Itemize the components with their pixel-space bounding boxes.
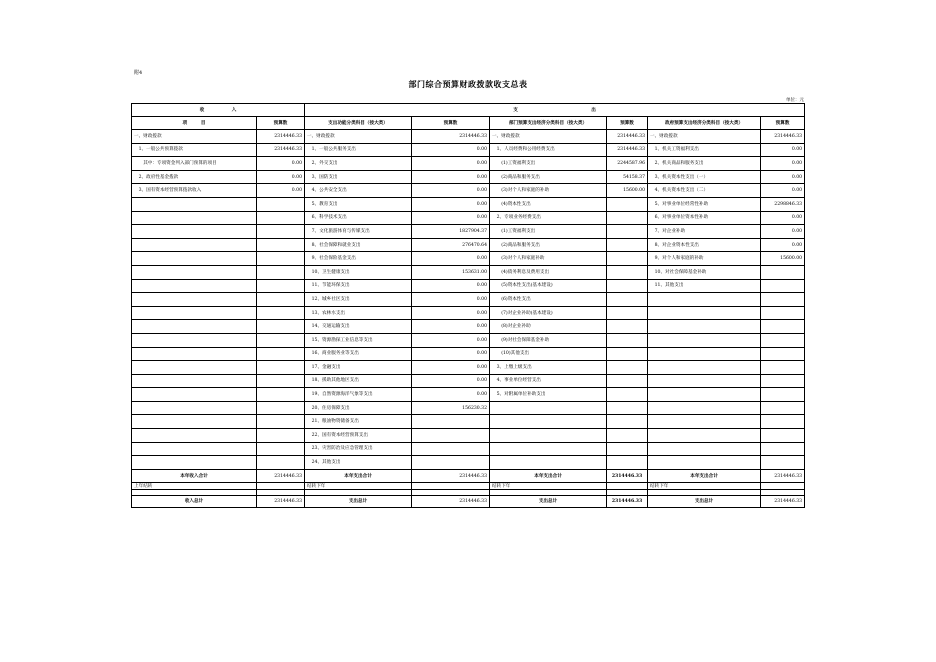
gov-item [648,347,761,361]
gov-item [648,306,761,320]
income-value [257,211,305,225]
func-item: 23、灾害防治及应急管理支出 [305,442,412,456]
gov-item: 4、机关资本性支出（二） [648,184,761,198]
income-value [257,197,305,211]
func-value: 156230.32 [412,401,490,415]
func-item: 2、外交支出 [305,157,412,171]
carry-next-label: 结转下年 [648,483,761,490]
dept-value: 54158.37 [607,170,648,184]
expense-total-value: 2314446.33 [761,496,805,508]
prev-balance-label: 上年结转 [132,483,257,490]
func-item: 8、社会保障和就业支出 [305,238,412,252]
income-item [132,388,257,402]
gov-value [761,456,805,470]
income-item [132,456,257,470]
dept-item: (6)资本性支出 [490,293,607,307]
func-item: 17、金融支出 [305,361,412,375]
dept-item: (1)工资福利支出 [490,225,607,239]
income-item: 1、一般公共预算拨款 [132,143,257,157]
income-value [257,401,305,415]
func-item: 21、粮油物资储备支出 [305,415,412,429]
gov-value [761,320,805,334]
dept-item: 1、人员经费和公用经费支出 [490,143,607,157]
expense-total-label: 支出总计 [490,496,607,508]
table-row [132,306,805,320]
expense-total-label: 支出总计 [648,496,761,508]
table-row [132,415,805,429]
dept-value: 2244587.96 [607,157,648,171]
income-item [132,415,257,429]
income-value: 0.00 [257,170,305,184]
func-value: 0.00 [412,347,490,361]
func-value: 0.00 [412,157,490,171]
income-item [132,361,257,375]
expense-total-label: 支出总计 [305,496,412,508]
gov-value: 15600.00 [761,252,805,266]
income-item [132,429,257,443]
func-value: 0.00 [412,388,490,402]
func-item: 12、城乡社区支出 [305,293,412,307]
gov-item [648,456,761,470]
unit-label: 单位：元 [786,98,804,103]
dept-item [490,429,607,443]
func-value: 0.00 [412,374,490,388]
income-item [132,442,257,456]
gov-item [648,429,761,443]
income-value [257,415,305,429]
income-value [257,388,305,402]
col-gov: 政府预算支出经济分类科目（按大类） [648,117,761,130]
income-item [132,374,257,388]
income-value: 2314446.33 [257,130,305,144]
gov-value: 0.00 [761,157,805,171]
expense-year-value: 2314446.33 [607,469,648,483]
func-value: 0.00 [412,306,490,320]
income-item [132,347,257,361]
income-value [257,456,305,470]
income-total-value: 2314446.33 [257,496,305,508]
year-total-row [132,469,805,483]
func-value: 0.00 [412,197,490,211]
income-item [132,225,257,239]
empty-cell [412,483,490,490]
func-value: 0.00 [412,143,490,157]
gov-item [648,320,761,334]
gov-value [761,429,805,443]
func-item: 22、国有资本经营预算支出 [305,429,412,443]
income-item [132,306,257,320]
income-year-value: 2314446.33 [257,469,305,483]
dept-value [607,401,648,415]
table-row [132,265,805,279]
income-item: 其中：专项资金列入部门预算的项目 [132,157,257,171]
page-title: 部门综合预算财政拨款收支总表 [408,79,528,89]
dept-value [607,456,648,470]
gov-item: 6、对事业单位资本性补助 [648,211,761,225]
gov-value [761,293,805,307]
dept-item [490,456,607,470]
income-item [132,197,257,211]
income-value [257,293,305,307]
income-item [132,238,257,252]
func-value [412,456,490,470]
dept-item: (2)商品和服务支出 [490,170,607,184]
col-budget: 预算数 [257,117,305,130]
gov-item: 10、对社会保障基金补助 [648,265,761,279]
expense-year-value: 2314446.33 [761,469,805,483]
income-total-label: 收入总计 [132,496,257,508]
dept-item: (3)对个人和家庭补助 [490,252,607,266]
gov-item [648,401,761,415]
table-row [132,456,805,470]
income-item [132,211,257,225]
dept-item: 一、财政拨款 [490,130,607,144]
income-item [132,401,257,415]
table-row [132,442,805,456]
dept-value: 2314446.33 [607,143,648,157]
table-row [132,184,805,198]
func-item: 24、其他支出 [305,456,412,470]
func-value: 0.00 [412,320,490,334]
expense-year-value: 2314446.33 [412,469,490,483]
gov-value: 2298846.33 [761,197,805,211]
table-row [132,211,805,225]
gov-item: 一、财政拨款 [648,130,761,144]
carry-next-label: 结转下年 [305,483,412,490]
gov-item: 11、其他支出 [648,279,761,293]
func-item: 11、节能环保支出 [305,279,412,293]
gov-value: 0.00 [761,184,805,198]
dept-item: 2、专项业务经费支出 [490,211,607,225]
table-row [132,170,805,184]
income-item [132,265,257,279]
table-row [132,333,805,347]
income-value [257,374,305,388]
gov-value: 0.00 [761,238,805,252]
func-value: 0.00 [412,361,490,375]
dept-item: 4、事业单位经营支出 [490,374,607,388]
col-item: 项 目 [132,117,257,130]
income-value [257,333,305,347]
income-item [132,333,257,347]
income-value [257,265,305,279]
income-value: 0.00 [257,157,305,171]
table-row [132,143,805,157]
func-item: 9、社会保险基金支出 [305,252,412,266]
func-item: 3、国防支出 [305,170,412,184]
table-row [132,293,805,307]
table-row [132,252,805,266]
gov-item [648,361,761,375]
gov-value: 0.00 [761,211,805,225]
dept-value [607,225,648,239]
income-value [257,320,305,334]
func-value: 153631.00 [412,265,490,279]
gov-value: 0.00 [761,170,805,184]
expense-total-value: 2314446.33 [412,496,490,508]
gov-item [648,333,761,347]
budget-table [131,103,805,508]
gov-value [761,361,805,375]
gov-value [761,388,805,402]
income-item: 2、政府性基金拨款 [132,170,257,184]
income-item: 一、财政拨款 [132,130,257,144]
expense-header: 支 出 [305,104,805,117]
func-item: 20、住房保障支出 [305,401,412,415]
func-value: 0.00 [412,170,490,184]
dept-value [607,320,648,334]
dept-value [607,197,648,211]
gov-value [761,265,805,279]
dept-item [490,415,607,429]
income-value [257,238,305,252]
income-value [257,361,305,375]
dept-value [607,361,648,375]
table-row [132,279,805,293]
func-item: 1、一般公共服务支出 [305,143,412,157]
gov-value [761,401,805,415]
dept-value [607,252,648,266]
income-item [132,293,257,307]
attachment-tag: 附4 [134,70,143,76]
col-func: 支出功能分类科目（按大类） [305,117,412,130]
dept-item: (1)工资福利支出 [490,157,607,171]
func-value: 276470.64 [412,238,490,252]
gov-value: 0.00 [761,143,805,157]
func-item: 14、交通运输支出 [305,320,412,334]
dept-value [607,347,648,361]
gov-value [761,347,805,361]
expense-year-label: 本年支出合计 [648,469,761,483]
func-item: 6、科学技术支出 [305,211,412,225]
dept-item: 3、上缴上级支出 [490,361,607,375]
gov-item: 7、对企业补助 [648,225,761,239]
gov-item [648,374,761,388]
gov-item [648,293,761,307]
dept-item [490,401,607,415]
dept-value [607,429,648,443]
dept-value [607,279,648,293]
table-row [132,374,805,388]
func-item: 15、资源勘探工业信息等支出 [305,333,412,347]
dept-item: (4)债务利息及费用支出 [490,265,607,279]
func-value: 1827904.37 [412,225,490,239]
dept-item: (3)对个人和家庭的补助 [490,184,607,198]
func-value: 0.00 [412,293,490,307]
dept-item: (4)资本性支出 [490,197,607,211]
func-item: 7、文化旅游体育与传媒支出 [305,225,412,239]
dept-item: (9)对社会保障基金补助 [490,333,607,347]
table-row [132,157,805,171]
empty-cell [607,483,648,490]
dept-value [607,333,648,347]
func-value: 0.00 [412,184,490,198]
expense-total-value: 2314446.33 [607,496,648,508]
table-row [132,347,805,361]
dept-item: (7)对企业补助(基本建设) [490,306,607,320]
gov-value [761,333,805,347]
dept-item: (2)商品和服务支出 [490,238,607,252]
func-value: 0.00 [412,333,490,347]
dept-value [607,211,648,225]
func-value: 0.00 [412,279,490,293]
func-item: 19、自然资源海洋气象等支出 [305,388,412,402]
dept-item [490,442,607,456]
gov-item: 8、对企业资本性支出 [648,238,761,252]
expense-year-label: 本年支出合计 [490,469,607,483]
table-row [132,238,805,252]
gov-item [648,388,761,402]
func-item: 5、教育支出 [305,197,412,211]
gov-value [761,442,805,456]
header-row-group [132,104,805,117]
income-value [257,306,305,320]
func-value: 0.00 [412,211,490,225]
income-item: 3、国有资本经营预算拨款收入 [132,184,257,198]
grand-total-row [132,496,805,508]
dept-item: 5、对附属单位补助支出 [490,388,607,402]
income-year-label: 本年收入合计 [132,469,257,483]
expense-year-label: 本年支出合计 [305,469,412,483]
income-item [132,320,257,334]
func-item: 18、援助其他地区支出 [305,374,412,388]
table-row [132,320,805,334]
gov-item: 3、机关资本性支出（一） [648,170,761,184]
dept-value: 2314446.33 [607,130,648,144]
dept-value [607,442,648,456]
income-value [257,429,305,443]
table-row [132,225,805,239]
dept-value [607,374,648,388]
col-budget: 预算数 [412,117,490,130]
func-value: 2314446.33 [412,130,490,144]
dept-item: (10)其他支出 [490,347,607,361]
gov-value: 2314446.33 [761,130,805,144]
gov-value [761,415,805,429]
col-budget: 预算数 [761,117,805,130]
gov-value [761,279,805,293]
dept-item: (8)对企业补助 [490,320,607,334]
dept-value [607,265,648,279]
dept-value [607,388,648,402]
gov-item: 1、机关工资福利支出 [648,143,761,157]
dept-value [607,306,648,320]
gov-item [648,415,761,429]
income-value [257,279,305,293]
carry-row [132,483,805,490]
empty-cell [761,483,805,490]
dept-value [607,293,648,307]
income-value: 0.00 [257,184,305,198]
dept-value: 15600.00 [607,184,648,198]
table-row [132,388,805,402]
dept-item: (5)资本性支出(基本建设) [490,279,607,293]
table-row [132,130,805,144]
income-value [257,442,305,456]
col-budget: 预算数 [607,117,648,130]
gov-value [761,374,805,388]
gov-item: 5、对事业单位经常性补助 [648,197,761,211]
income-value [257,347,305,361]
func-value [412,415,490,429]
col-dept: 部门预算支出经济分类科目（按大类） [490,117,607,130]
func-value [412,442,490,456]
income-item [132,252,257,266]
func-value [412,429,490,443]
carry-next-label: 结转下年 [490,483,607,490]
func-item: 13、农林水支出 [305,306,412,320]
gov-item: 9、对个人和家庭的补助 [648,252,761,266]
gov-item: 2、机关商品和服务支出 [648,157,761,171]
empty-cell [257,483,305,490]
income-value [257,252,305,266]
gov-value: 0.00 [761,225,805,239]
table-row [132,429,805,443]
func-item: 4、公共安全支出 [305,184,412,198]
func-item: 16、商业服务业等支出 [305,347,412,361]
table-row [132,361,805,375]
income-header: 收 入 [132,104,305,117]
gov-item [648,442,761,456]
dept-value [607,415,648,429]
header-row-columns [132,117,805,130]
gov-value [761,306,805,320]
income-value [257,225,305,239]
income-value: 2314446.33 [257,143,305,157]
func-value: 0.00 [412,252,490,266]
func-item: 一、财政拨款 [305,130,412,144]
func-item: 10、卫生健康支出 [305,265,412,279]
table-row [132,197,805,211]
income-item [132,279,257,293]
table-row [132,401,805,415]
dept-value [607,238,648,252]
